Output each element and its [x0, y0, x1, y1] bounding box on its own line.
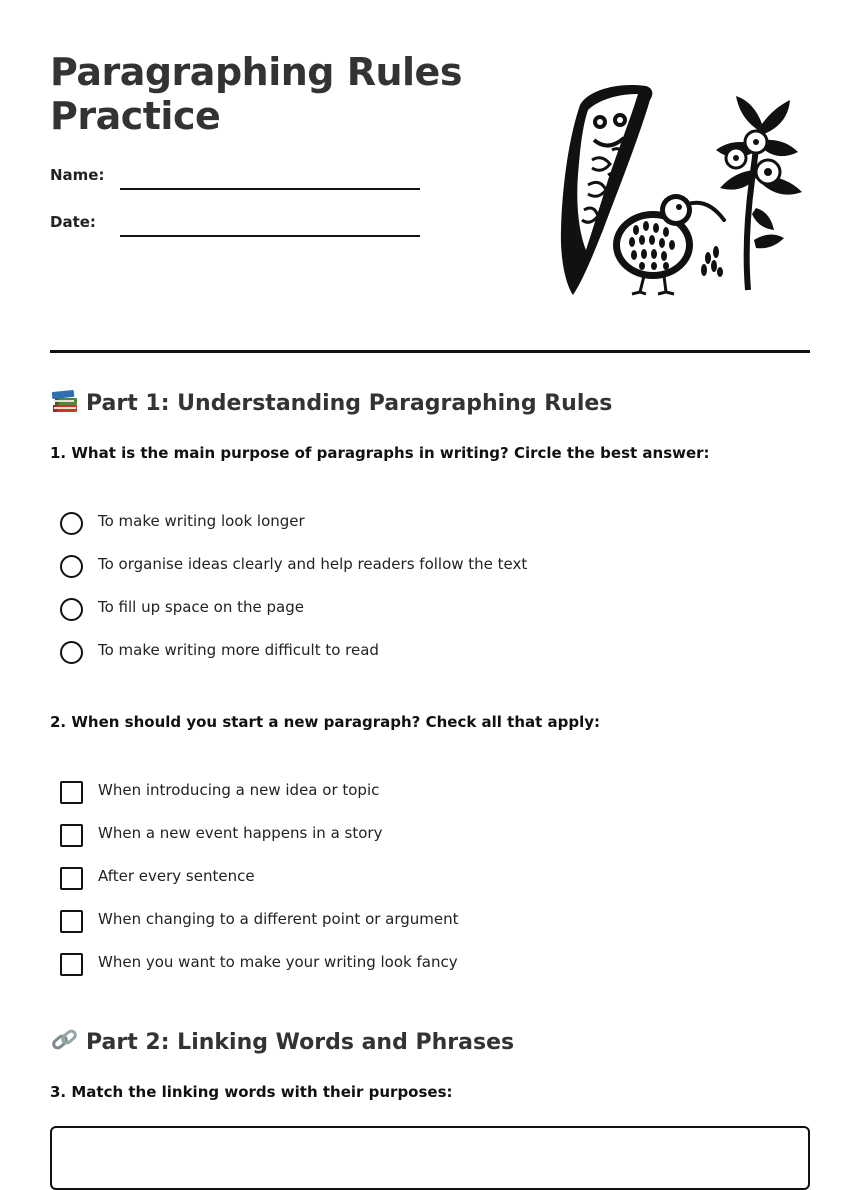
date-label: Date:	[50, 213, 96, 231]
q2-option-4-checkbox[interactable]	[60, 910, 83, 933]
q2-option-4-label: When changing to a different point or argument	[98, 910, 459, 928]
link-icon	[50, 1027, 80, 1053]
part1-heading	[50, 388, 612, 419]
q1-option-4[interactable]	[60, 639, 800, 665]
maori-illustration	[558, 80, 803, 300]
q2-option-1-checkbox[interactable]	[60, 781, 83, 804]
q2-option-5[interactable]	[60, 951, 800, 977]
q2-option-5-label: When you want to make your writing look fancy	[98, 953, 458, 971]
date-field[interactable]	[50, 209, 430, 239]
kiwi-bird-icon	[613, 194, 724, 294]
part1-heading-text: Part 1: Understanding Paragraphing Rules	[86, 391, 613, 416]
question-2: 2. When should you start a new paragraph? Check all that apply:	[50, 713, 601, 731]
q2-option-2-label: When a new event happens in a story	[98, 824, 383, 842]
q1-option-3-radio[interactable]	[60, 598, 83, 621]
q1-option-4-radio[interactable]	[60, 641, 83, 664]
q1-option-1[interactable]	[60, 510, 800, 536]
q1-option-3[interactable]	[60, 596, 800, 622]
q1-option-2[interactable]	[60, 553, 800, 579]
name-field[interactable]	[50, 162, 430, 192]
q1-option-2-label: To organise ideas clearly and help readers follow the text	[98, 555, 528, 573]
name-label: Name:	[50, 166, 105, 184]
books-icon	[50, 388, 80, 414]
worksheet-page	[50, 0, 810, 1161]
q2-option-2-checkbox[interactable]	[60, 824, 83, 847]
name-input-line[interactable]	[120, 188, 420, 190]
question-1: 1. What is the main purpose of paragraphs in writing? Circle the best answer:	[50, 444, 710, 462]
q2-option-1[interactable]	[60, 779, 800, 805]
q2-option-1-label: When introducing a new idea or topic	[98, 781, 380, 799]
q2-option-3-checkbox[interactable]	[60, 867, 83, 890]
page-title: Paragraphing Rules Practice	[50, 50, 462, 138]
q1-option-1-radio[interactable]	[60, 512, 83, 535]
q1-option-4-label: To make writing more difficult to read	[98, 641, 379, 659]
q2-option-3-label: After every sentence	[98, 867, 255, 885]
q1-option-2-radio[interactable]	[60, 555, 83, 578]
q2-option-3[interactable]	[60, 865, 800, 891]
part2-heading-text: Part 2: Linking Words and Phrases	[86, 1030, 515, 1055]
part2-heading	[50, 1027, 514, 1058]
q2-option-5-checkbox[interactable]	[60, 953, 83, 976]
q2-option-2[interactable]	[60, 822, 800, 848]
matching-box	[50, 1126, 810, 1190]
question-3: 3. Match the linking words with their purposes:	[50, 1083, 453, 1101]
q2-option-4[interactable]	[60, 908, 800, 934]
header-divider	[50, 350, 810, 353]
q1-option-3-label: To fill up space on the page	[98, 598, 304, 616]
date-input-line[interactable]	[120, 235, 420, 237]
worksheet-header	[50, 50, 810, 310]
q1-option-1-label: To make writing look longer	[98, 512, 305, 530]
kowhai-flower-icon	[716, 96, 802, 290]
